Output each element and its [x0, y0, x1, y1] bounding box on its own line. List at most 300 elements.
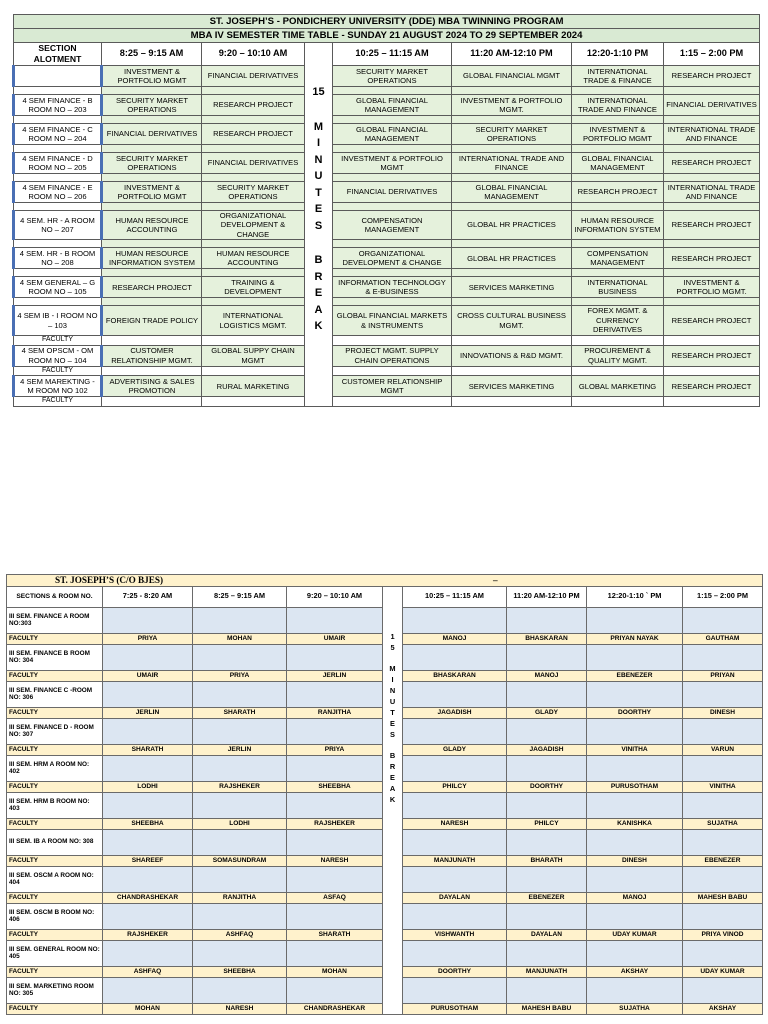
- faculty-name: JERLIN: [287, 670, 383, 681]
- slot-cell: [193, 792, 287, 818]
- subject-cell: GLOBAL FINANCIAL MANAGEMENT: [452, 182, 572, 203]
- slot-cell: [103, 829, 193, 855]
- slot-cell: [683, 940, 763, 966]
- slot-cell: [683, 755, 763, 781]
- subject-cell: RESEARCH PROJECT: [202, 95, 305, 116]
- faculty-name: SHEEBHA: [103, 818, 193, 829]
- timetable-title-line1: ST. JOSEPH’S - PONDICHERY UNIVERSITY (DDE) MBA TWINNING PROGRAM: [14, 15, 760, 29]
- header-slot6: 1:15 – 2:00 PM: [683, 586, 763, 607]
- spacer-cell: [102, 116, 202, 124]
- faculty-name: BHASKARAN: [403, 670, 507, 681]
- spacer-cell: [572, 298, 664, 306]
- slot-cell: [683, 681, 763, 707]
- subject-cell: HUMAN RESOURCE ACCOUNTING: [102, 211, 202, 240]
- faculty-name: JERLIN: [103, 707, 193, 718]
- faculty-name: SHAREEF: [103, 855, 193, 866]
- faculty-name: PHILCY: [507, 818, 587, 829]
- break-letter: B: [389, 750, 396, 760]
- timetable-row: [14, 277, 760, 298]
- spacer-cell: [664, 116, 760, 124]
- spacer-cell: [202, 116, 305, 124]
- slot-cell: [507, 755, 587, 781]
- slot-cell: [587, 607, 683, 633]
- spacer-cell: [664, 203, 760, 211]
- slot-cell: [193, 755, 287, 781]
- timetable-row: [14, 153, 760, 174]
- slot-cell: [683, 903, 763, 929]
- section-cell: III SEM. FINANCE C -ROOM NO: 306: [7, 681, 103, 707]
- spacer-cell: [572, 174, 664, 182]
- faculty-name: MANOJ: [403, 633, 507, 644]
- subject-cell: FINANCIAL DERIVATIVES: [202, 66, 305, 87]
- slot-cell: [403, 792, 507, 818]
- spacer-cell: [664, 366, 760, 376]
- slot-cell: [587, 977, 683, 1003]
- subject-cell: RESEARCH PROJECT: [664, 345, 760, 366]
- spacer-cell: [202, 240, 305, 248]
- slot-cell: [683, 866, 763, 892]
- slot-cell: [507, 940, 587, 966]
- slot-cell: [193, 681, 287, 707]
- subject-cell: PROCUREMENT & QUALITY MGMT.: [572, 345, 664, 366]
- slot-cell: [103, 940, 193, 966]
- subject-cell: ADVERTISING & SALES PROMOTION: [102, 376, 202, 397]
- spacer-cell: [572, 116, 664, 124]
- spacer-cell: [102, 397, 202, 407]
- faculty-name: PRIYA VINOD: [683, 929, 763, 940]
- break-letter: K: [389, 794, 396, 804]
- subject-cell: RESEARCH PROJECT: [664, 66, 760, 87]
- subject-cell: INVESTMENT & PORTFOLIO MGMT: [333, 153, 452, 174]
- slot-cell: [403, 829, 507, 855]
- slot-cell: [507, 903, 587, 929]
- faculty-row: [14, 335, 760, 345]
- faculty-name: SUJATHA: [587, 1003, 683, 1014]
- slot-cell: [193, 903, 287, 929]
- slot-cell: [193, 644, 287, 670]
- faculty-table-title-text: ST. JOSEPH’S (C/O BJES): [55, 575, 164, 585]
- spacer-row: [14, 87, 760, 95]
- spacer-cell: [102, 240, 202, 248]
- slot-cell: [403, 940, 507, 966]
- spacer-cell: [14, 87, 102, 95]
- subject-cell: ORGANIZATIONAL DEVELOPMENT & CHANGE: [333, 248, 452, 269]
- faculty-name: KANISHKA: [587, 818, 683, 829]
- faculty-name: DINESH: [587, 855, 683, 866]
- faculty-name: PURUSOTHAM: [587, 781, 683, 792]
- spacer-row: [14, 269, 760, 277]
- faculty-name: MAHESH BABU: [507, 1003, 587, 1014]
- break-column: [305, 43, 333, 407]
- faculty-allocation-table: [6, 574, 763, 1015]
- faculty-name: GAUTHAM: [683, 633, 763, 644]
- break-letter: A: [389, 783, 396, 793]
- subject-cell: COMPENSATION MANAGEMENT: [572, 248, 664, 269]
- header-slot5: 12:20-1:10 PM: [572, 43, 664, 66]
- faculty-name: SHARATH: [287, 929, 383, 940]
- subject-cell: FINANCIAL DERIVATIVES: [664, 95, 760, 116]
- section-cell: 4 SEM GENERAL – G ROOM NO – 105: [14, 277, 102, 298]
- faculty-name: MOHAN: [287, 966, 383, 977]
- faculty-name: PRIYAN: [683, 670, 763, 681]
- subject-cell: INVESTMENT & PORTFOLIO MGMT: [572, 124, 664, 145]
- faculty-name: RANJITHA: [193, 892, 287, 903]
- slot-cell: [587, 903, 683, 929]
- slot-cell: [193, 829, 287, 855]
- timetable-row: [14, 95, 760, 116]
- slot-cell: [403, 903, 507, 929]
- section-cell: 4 SEM. HR - B ROOM NO – 208: [14, 248, 102, 269]
- slot-cell: [287, 866, 383, 892]
- spacer-cell: [333, 269, 452, 277]
- spacer-cell: [333, 335, 452, 345]
- break-letter: B: [314, 254, 323, 266]
- section-cell: 4 SEM FINANCE - E ROOM NO – 206: [14, 182, 102, 203]
- slot-cell: [287, 755, 383, 781]
- subject-cell: HUMAN RESOURCE ACCOUNTING: [202, 248, 305, 269]
- faculty-name: JAGADISH: [507, 744, 587, 755]
- faculty-name: EBENEZER: [507, 892, 587, 903]
- faculty-label: FACULTY: [14, 397, 102, 407]
- faculty-name: JERLIN: [193, 744, 287, 755]
- slot-cell: [507, 829, 587, 855]
- slot-cell: [103, 718, 193, 744]
- faculty-name: AKSHAY: [683, 1003, 763, 1014]
- subject-cell: RESEARCH PROJECT: [572, 182, 664, 203]
- spacer-cell: [664, 397, 760, 407]
- header-slot0: 7:25 - 8:20 AM: [103, 586, 193, 607]
- faculty-name: SHEEBHA: [193, 966, 287, 977]
- faculty-label: FACULTY: [7, 670, 103, 681]
- break-label: [305, 43, 332, 338]
- faculty-name: NARESH: [403, 818, 507, 829]
- slot-cell: [103, 644, 193, 670]
- subject-cell: COMPENSATION MANAGEMENT: [333, 211, 452, 240]
- section-cell: 4 SEM MAREKTING - M ROOM NO 102: [14, 376, 102, 397]
- slot-cell: [507, 792, 587, 818]
- faculty-name: VINITHA: [683, 781, 763, 792]
- header-slot1: 8:25 – 9:15 AM: [102, 43, 202, 66]
- faculty-label: FACULTY: [7, 781, 103, 792]
- section-cell: III SEM. HRM B ROOM NO: 403: [7, 792, 103, 818]
- spacer-cell: [14, 240, 102, 248]
- timetable-row: [14, 124, 760, 145]
- break-digit: 1: [390, 631, 395, 641]
- slot-cell: [287, 903, 383, 929]
- faculty-name: DOORTHY: [587, 707, 683, 718]
- faculty-name: SHEEBHA: [287, 781, 383, 792]
- spacer-cell: [572, 397, 664, 407]
- faculty-name: MANOJ: [507, 670, 587, 681]
- spacer-row: [14, 203, 760, 211]
- slot-cell: [287, 607, 383, 633]
- break-letter: U: [314, 170, 323, 182]
- header-section: SECTION ALOTMENT: [14, 43, 102, 66]
- slot-cell: [587, 829, 683, 855]
- faculty-name: UMAIR: [287, 633, 383, 644]
- faculty-name: ASHFAQ: [103, 966, 193, 977]
- subject-cell: RESEARCH PROJECT: [664, 306, 760, 335]
- subject-cell: GLOBAL FINANCIAL MANAGEMENT: [333, 124, 452, 145]
- faculty-name: PRIYAN NAYAK: [587, 633, 683, 644]
- subject-cell: CUSTOMER RELATIONSHIP MGMT.: [102, 345, 202, 366]
- section-cell: III SEM. IB A ROOM NO: 308: [7, 829, 103, 855]
- header-slot4: 11:20 AM-12:10 PM: [452, 43, 572, 66]
- subject-cell: FINANCIAL DERIVATIVES: [202, 153, 305, 174]
- spacer-cell: [333, 87, 452, 95]
- spacer-cell: [14, 116, 102, 124]
- subject-cell: INTERNATIONAL TRADE & FINANCE: [572, 66, 664, 87]
- faculty-name: MOHAN: [193, 633, 287, 644]
- slot-cell: [403, 718, 507, 744]
- spacer-cell: [452, 87, 572, 95]
- spacer-cell: [14, 269, 102, 277]
- break-letter: T: [315, 186, 322, 199]
- spacer-cell: [333, 145, 452, 153]
- slot-cell: [403, 866, 507, 892]
- faculty-name: PRIYA: [287, 744, 383, 755]
- spacer-cell: [102, 145, 202, 153]
- break-letter: S: [314, 219, 323, 232]
- slot-cell: [193, 977, 287, 1003]
- break-letter: E: [390, 718, 395, 728]
- faculty-label: FACULTY: [14, 366, 102, 376]
- faculty-label: FACULTY: [7, 1003, 103, 1014]
- slot-cell: [683, 607, 763, 633]
- faculty-name: SHARATH: [103, 744, 193, 755]
- break-letter: M: [389, 663, 396, 673]
- subject-cell: SERVICES MARKETING: [452, 376, 572, 397]
- slot-cell: [403, 977, 507, 1003]
- subject-cell: INVESTMENT & PORTFOLIO MGMT.: [452, 95, 572, 116]
- faculty-label: FACULTY: [7, 929, 103, 940]
- subject-cell: INVESTMENT & PORTFOLIO MGMT: [102, 182, 202, 203]
- spacer-cell: [102, 335, 202, 345]
- slot-cell: [587, 718, 683, 744]
- subject-cell: FINANCIAL DERIVATIVES: [102, 124, 202, 145]
- subject-cell: RESEARCH PROJECT: [664, 153, 760, 174]
- subject-cell: RURAL MARKETING: [202, 376, 305, 397]
- break-letter: K: [314, 320, 323, 332]
- timetable-row: [14, 211, 760, 240]
- break-letter: E: [314, 287, 323, 299]
- spacer-cell: [664, 298, 760, 306]
- section-cell: III SEM. FINANCE A ROOM NO:303: [7, 607, 103, 633]
- faculty-label: FACULTY: [7, 707, 103, 718]
- timetable-row: [14, 376, 760, 397]
- slot-cell: [103, 681, 193, 707]
- faculty-name: MANJUNATH: [403, 855, 507, 866]
- faculty-name: BHASKARAN: [507, 633, 587, 644]
- header-slot2: 9:20 – 10:10 AM: [287, 586, 383, 607]
- subject-cell: HUMAN RESOURCE INFORMATION SYSTEM: [572, 211, 664, 240]
- faculty-name: PRIYA: [103, 633, 193, 644]
- faculty-name: EBENEZER: [683, 855, 763, 866]
- slot-cell: [193, 607, 287, 633]
- slot-cell: [103, 607, 193, 633]
- slot-cell: [193, 940, 287, 966]
- faculty-name: UDAY KUMAR: [683, 966, 763, 977]
- faculty-name: CHANDRASHEKAR: [103, 892, 193, 903]
- spacer-cell: [202, 269, 305, 277]
- subject-cell: FINANCIAL DERIVATIVES: [333, 182, 452, 203]
- spacer-row: [14, 298, 760, 306]
- subject-cell: RESEARCH PROJECT: [664, 211, 760, 240]
- spacer-cell: [202, 335, 305, 345]
- section-cell: 4 SEM FINANCE - B ROOM NO – 203: [14, 95, 102, 116]
- faculty-name: SOMASUNDRAM: [193, 855, 287, 866]
- slot-cell: [587, 755, 683, 781]
- faculty-name: SUJATHA: [683, 818, 763, 829]
- faculty-name: UDAY KUMAR: [587, 929, 683, 940]
- timetable-row: [14, 306, 760, 335]
- subject-cell: FOREX MGMT. & CURRENCY DERIVATIVES: [572, 306, 664, 335]
- spacer-row: [14, 174, 760, 182]
- section-cell: III SEM. GENERAL ROOM NO: 405: [7, 940, 103, 966]
- faculty-name: ASHFAQ: [193, 929, 287, 940]
- spacer-cell: [102, 203, 202, 211]
- break-letter: R: [314, 270, 323, 283]
- subject-cell: ORGANIZATIONAL DEVELOPMENT & CHANGE: [202, 211, 305, 240]
- spacer-cell: [202, 298, 305, 306]
- faculty-name: EBENEZER: [587, 670, 683, 681]
- spacer-cell: [333, 203, 452, 211]
- break-letter: R: [389, 761, 396, 771]
- header-slot3: 10:25 – 11:15 AM: [333, 43, 452, 66]
- faculty-name: NARESH: [193, 1003, 287, 1014]
- break-letter: A: [314, 303, 323, 316]
- spacer-cell: [664, 240, 760, 248]
- spacer-cell: [452, 298, 572, 306]
- faculty-name: SHARATH: [193, 707, 287, 718]
- spacer-cell: [572, 87, 664, 95]
- spacer-cell: [202, 145, 305, 153]
- spacer-cell: [664, 269, 760, 277]
- faculty-name: RAJSHEKER: [103, 929, 193, 940]
- subject-cell: CUSTOMER RELATIONSHIP MGMT: [333, 376, 452, 397]
- spacer-cell: [452, 335, 572, 345]
- faculty-name: RAJSHEKER: [193, 781, 287, 792]
- faculty-row: [14, 366, 760, 376]
- break-letter: M: [313, 120, 324, 133]
- subject-cell: GLOBAL HR PRACTICES: [452, 248, 572, 269]
- slot-cell: [683, 792, 763, 818]
- subject-cell: INFORMATION TECHNOLOGY & E-BUSINESS: [333, 277, 452, 298]
- faculty-name: RANJITHA: [287, 707, 383, 718]
- subject-cell: SECURITY MARKET OPERATIONS: [333, 66, 452, 87]
- spacer-cell: [572, 240, 664, 248]
- faculty-label: FACULTY: [7, 855, 103, 866]
- break-letter: E: [314, 203, 323, 215]
- spacer-row: [14, 145, 760, 153]
- spacer-cell: [452, 145, 572, 153]
- faculty-name: CHANDRASHEKAR: [287, 1003, 383, 1014]
- subject-cell: GLOBAL MARKETING: [572, 376, 664, 397]
- faculty-name: MOHAN: [103, 1003, 193, 1014]
- spacer-cell: [664, 335, 760, 345]
- section-cell: III SEM. HRM A ROOM NO: 402: [7, 755, 103, 781]
- subject-cell: INTERNATIONAL TRADE AND FINANCE: [452, 153, 572, 174]
- slot-cell: [287, 977, 383, 1003]
- timetable-row: [14, 248, 760, 269]
- spacer-cell: [102, 366, 202, 376]
- slot-cell: [103, 792, 193, 818]
- spacer-cell: [664, 145, 760, 153]
- subject-cell: INTERNATIONAL TRADE AND FINANCE: [664, 124, 760, 145]
- spacer-cell: [452, 240, 572, 248]
- subject-cell: HUMAN RESOURCE INFORMATION SYSTEM: [102, 248, 202, 269]
- header-slot5: 12:20-1:10 ` PM: [587, 586, 683, 607]
- title-dash: –: [493, 575, 498, 585]
- subject-cell: GLOBAL FINANCIAL MGMT: [452, 66, 572, 87]
- faculty-name: VARUN: [683, 744, 763, 755]
- break-column: [383, 586, 403, 1014]
- faculty-name: GLADY: [403, 744, 507, 755]
- faculty-name: MANOJ: [587, 892, 683, 903]
- timetable-row: [14, 182, 760, 203]
- slot-cell: [403, 644, 507, 670]
- timetable-row: [14, 66, 760, 87]
- spacer-cell: [333, 116, 452, 124]
- faculty-name: PURUSOTHAM: [403, 1003, 507, 1014]
- slot-cell: [507, 644, 587, 670]
- faculty-table-title: [7, 575, 763, 587]
- subject-cell: PROJECT MGMT. SUPPLY CHAIN OPERATIONS: [333, 345, 452, 366]
- slot-cell: [403, 755, 507, 781]
- spacer-cell: [452, 203, 572, 211]
- slot-cell: [103, 755, 193, 781]
- subject-cell: RESEARCH PROJECT: [102, 277, 202, 298]
- faculty-name: DOORTHY: [403, 966, 507, 977]
- break-letter: N: [389, 685, 396, 695]
- faculty-name: DOORTHY: [507, 781, 587, 792]
- header-slot6: 1:15 – 2:00 PM: [664, 43, 760, 66]
- slot-cell: [683, 977, 763, 1003]
- subject-cell: INTERNATIONAL TRADE AND FINANCE: [664, 182, 760, 203]
- header-slot1: 8:25 – 9:15 AM: [193, 586, 287, 607]
- faculty-name: UMAIR: [103, 670, 193, 681]
- subject-cell: INTERNATIONAL BUSINESS: [572, 277, 664, 298]
- faculty-label: FACULTY: [7, 966, 103, 977]
- spacer-cell: [664, 174, 760, 182]
- faculty-name: BHARATH: [507, 855, 587, 866]
- faculty-name: RAJSHEKER: [287, 818, 383, 829]
- slot-cell: [587, 866, 683, 892]
- faculty-label: FACULTY: [7, 892, 103, 903]
- faculty-label: FACULTY: [14, 335, 102, 345]
- spacer-cell: [572, 203, 664, 211]
- slot-cell: [587, 940, 683, 966]
- subject-cell: INTERNATIONAL TRADE AND FINANCE: [572, 95, 664, 116]
- spacer-cell: [333, 397, 452, 407]
- section-cell: III SEM. FINANCE B ROOM NO: 304: [7, 644, 103, 670]
- subject-cell: INNOVATIONS & R&D MGMT.: [452, 345, 572, 366]
- slot-cell: [287, 940, 383, 966]
- break-letter: N: [314, 153, 323, 166]
- slot-cell: [507, 607, 587, 633]
- spacer-cell: [333, 366, 452, 376]
- subject-cell: GLOBAL FINANCIAL MARKETS & INSTRUMENTS: [333, 306, 452, 335]
- faculty-name: PHILCY: [403, 781, 507, 792]
- section-cell: 4 SEM FINANCE - C ROOM NO – 204: [14, 124, 102, 145]
- section-cell: [14, 66, 102, 87]
- subject-cell: SECURITY MARKET OPERATIONS: [452, 124, 572, 145]
- break-letter: I: [391, 674, 394, 684]
- slot-cell: [683, 829, 763, 855]
- spacer-cell: [572, 335, 664, 345]
- slot-cell: [103, 977, 193, 1003]
- break-minutes: 15: [312, 86, 325, 98]
